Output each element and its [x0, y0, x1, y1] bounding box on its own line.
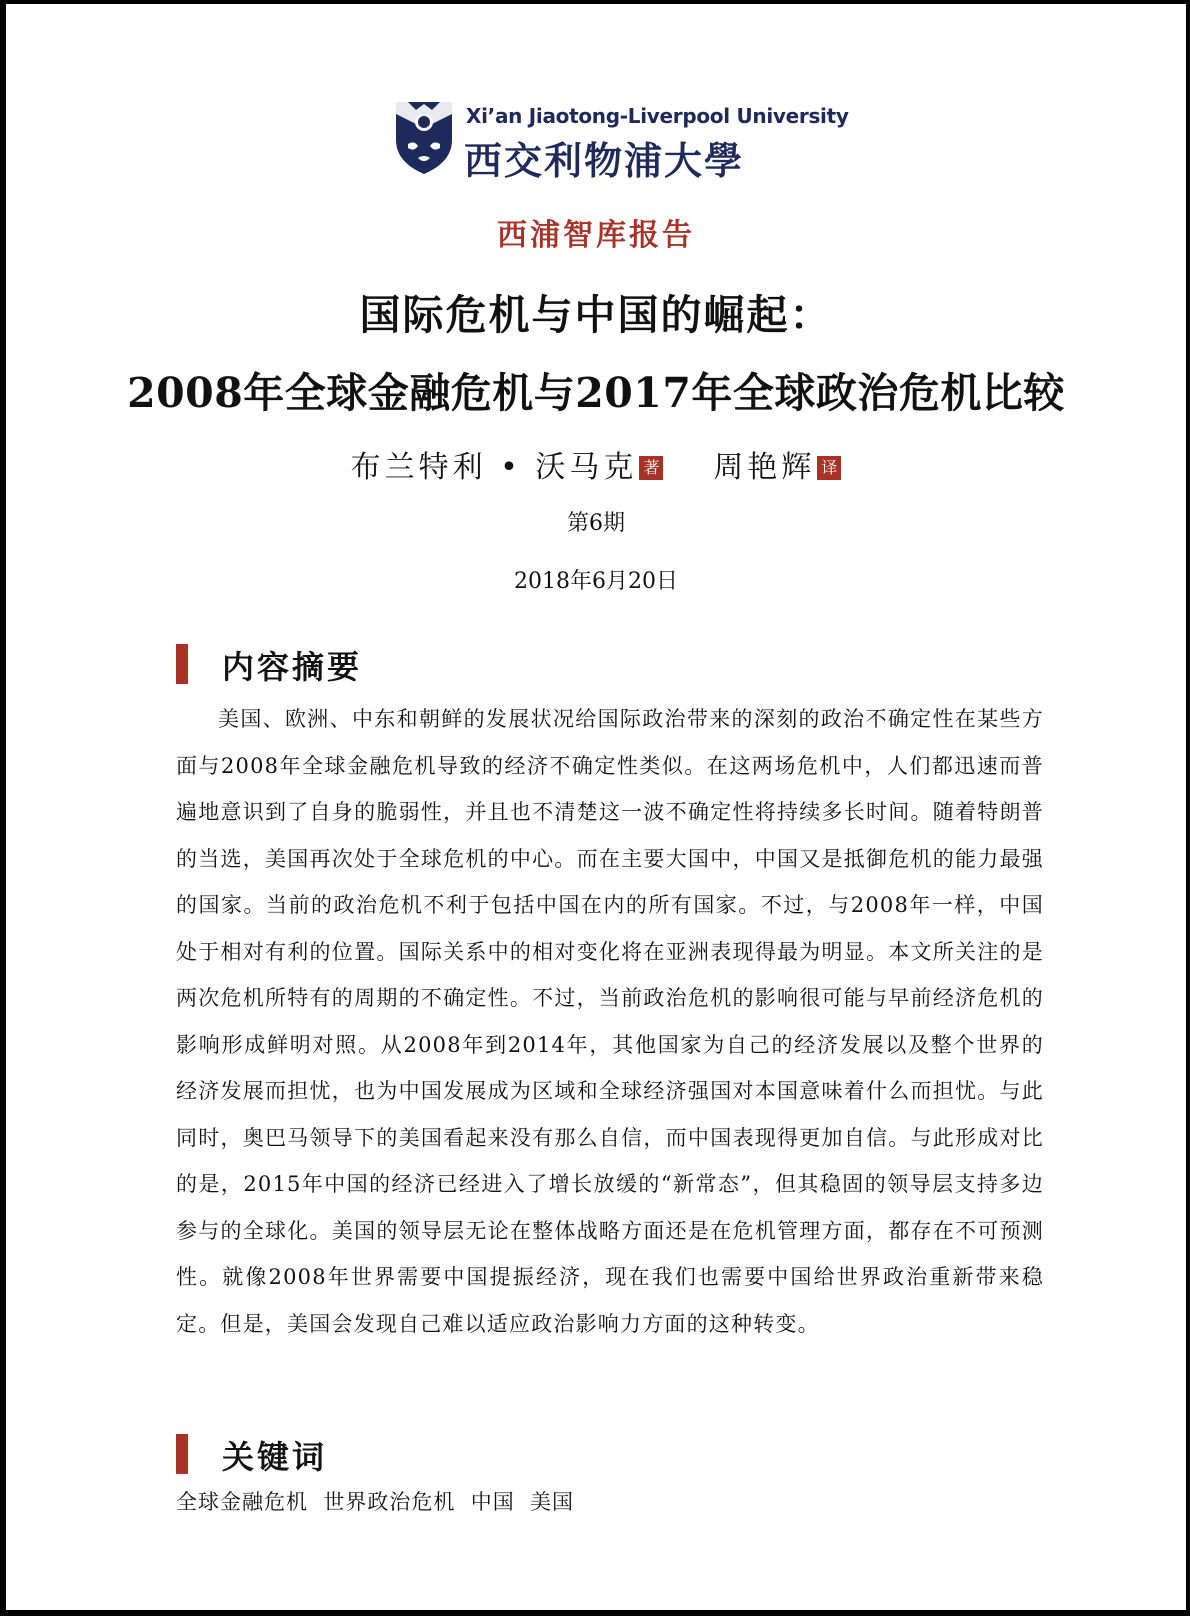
university-crest-icon	[394, 100, 454, 176]
report-title-line2: 2008年全球金融危机与2017年全球政治危机比较	[127, 369, 1065, 417]
translator-role-badge: 译	[817, 456, 841, 480]
university-name-en: Xi’an Jiaotong-Liverpool University	[466, 104, 849, 128]
section-bar-decoration	[176, 644, 188, 684]
authors-line	[6, 442, 1186, 486]
report-page	[6, 4, 1186, 1610]
author-name: 布兰特利 • 沃马克	[350, 450, 638, 485]
author-role-badge: 著	[639, 456, 663, 480]
keywords-list: 全球金融危机 世界政治危机 中国 美国	[176, 1490, 575, 1514]
section-bar-decoration	[176, 1434, 188, 1474]
university-logo	[388, 100, 849, 183]
issue-number: 第6期	[567, 511, 625, 536]
abstract-body: 美国、欧洲、中东和朝鲜的发展状况给国际政治带来的深刻的政治不确定性在某些方面与2008年全球金融危机导致的经济不确定性类似。在这两场危机中，人们都迅速而普遍地意识到了自身的脆弱性，并且也不清楚这一波不确定性将持续多长时间。随着特朗普的当选，美国再次处于全球危机的中心。而在主要大国中，中国又是抵御危机的能力最强的国家。当前的政治危机不利于包括中国在内的所有国家。不过，与2008年一样，中国处于相对有利的位置。国际关系中的相对变化将在亚洲表现得最为明显。本文所关注的是两次危机所特有的周期的不确定性。不过，当前政治危机的影响很可能与早前经济危机的影响形成鲜明对照。从2008年到2014年，其他国家为自己的经济发展以及整个世界的经济发展而担忧，也为中国发展成为区域和全球经济强国对本国意味着什么而担忧。与此同时，奥巴马领导下的美国看起来没有那么自信，而中国表现得更加自信。与此形成对比的是，2015年中国的经济已经进入了增长放缓的“新常态”，但其稳固的领导层支持多边参与的全球化。美国的领导层无论在整体战略方面还是在危机管理方面，都存在不可预测性。就像2008年世界需要中国提振经济，现在我们也需要中国给世界政治重新带来稳定。但是，美国会发现自己难以适应政治影响力方面的这种转变。	[176, 707, 1044, 1336]
report-series: 西浦智库报告	[497, 218, 695, 253]
publication-date: 2018年6月20日	[514, 569, 678, 594]
translator-name: 周艳辉	[713, 450, 816, 485]
university-name-cn: 西交利物浦大學	[464, 138, 745, 183]
report-title-line1: 国际危机与中国的崛起：	[359, 291, 833, 339]
keywords-heading-text: 关键词	[222, 1438, 328, 1476]
abstract-heading-text: 内容摘要	[222, 648, 363, 686]
